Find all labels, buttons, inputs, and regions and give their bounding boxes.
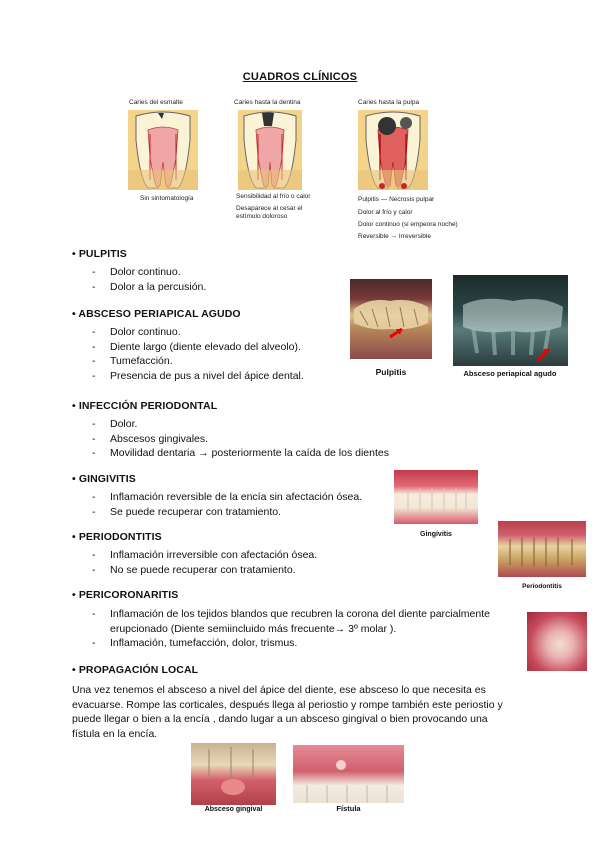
- photo-caption-periodontitis: Periodontitis: [522, 583, 562, 590]
- photo-caption-gingivitis: Gingivitis: [420, 531, 452, 538]
- list-item: - Diente largo (diente elevado del alveolo).: [92, 340, 304, 355]
- diagram-label-esmalte: Caries del esmalte: [129, 99, 183, 106]
- list-item: - Dolor continuo.: [92, 265, 206, 280]
- section-heading-infeccion-periodontal: • INFECCIÓN PERIODONTAL: [72, 400, 218, 412]
- diagram-label-pulpa: Caries hasta la pulpa: [358, 99, 420, 106]
- list-item: - Movilidad dentaria → posteriormente la caída de los dientes: [92, 446, 389, 461]
- list-item: - Presencia de pus a nivel del ápice dental.: [92, 369, 304, 384]
- list-item: - Dolor continuo.: [92, 325, 304, 340]
- list-absceso-periapical: [92, 325, 304, 383]
- paragraph-line: evacuarse. Rompe las corticales, después llega al periostio y rompe también este periostio y: [72, 698, 503, 711]
- paragraph-line: puede llegar o bien a la encía , dando lugar a un absceso gingival o bien provocando una: [72, 713, 488, 725]
- photo-periodontitis: [498, 521, 586, 577]
- photo-fistula: [293, 745, 404, 803]
- photo-caption-absceso-periapical: Absceso periapical agudo: [463, 369, 557, 378]
- photo-gingivitis: [394, 470, 478, 524]
- list-item: - Inflamación de los tejidos blandos que recubren la corona del diente parcialmente: [92, 607, 490, 622]
- section-heading-pericoronaritis: • PERICORONARITIS: [72, 589, 179, 601]
- photo-caption-pulpitis: Pulpitis: [375, 367, 407, 377]
- diagram-note: Reversible → Irreversible: [358, 233, 431, 240]
- paragraph-line: Una vez tenemos el absceso a nivel del ápice del diente, ese absceso lo que necesita es: [72, 684, 486, 696]
- diagram-note: Desaparece al cesar el: [236, 205, 303, 212]
- paragraph-line: fístula en la encía.: [72, 727, 158, 740]
- list-pericoronaritis: [92, 607, 490, 651]
- photo-caption-absceso-gingival: Absceso gingival: [204, 806, 263, 813]
- list-gingivitis: [92, 490, 362, 519]
- list-item: - Dolor a la percusión.: [92, 280, 206, 295]
- diagram-note: estímulo doloroso: [236, 213, 288, 220]
- section-heading-periodontitis: • PERIODONTITIS: [72, 531, 162, 543]
- tooth-diagram-dentina: [238, 110, 302, 190]
- section-heading-propagacion-local: • PROPAGACIÓN LOCAL: [72, 664, 199, 676]
- tooth-diagram-pulpa: [358, 110, 428, 190]
- photo-pericoronaritis: [527, 612, 587, 671]
- list-item: - No se puede recuperar con tratamiento.: [92, 563, 317, 578]
- page-title: CUADROS CLÍNICOS: [242, 71, 358, 83]
- list-item: - Inflamación, tumefacción, dolor, trismus.: [92, 636, 490, 651]
- list-item: - Abscesos gingivales.: [92, 432, 389, 447]
- list-item: - Tumefacción.: [92, 354, 304, 369]
- diagram-label-dentina: Caries hasta la dentina: [234, 99, 301, 106]
- diagram-note: Sin sintomatología: [140, 195, 194, 202]
- section-heading-pulpitis: • PULPITIS: [72, 248, 127, 260]
- list-infeccion-periodontal: [92, 417, 389, 461]
- list-item-continuation: erupcionado (Diente semiincluido más frecuente→ 3º molar ).: [110, 622, 397, 635]
- tooth-diagram-esmalte: [128, 110, 198, 190]
- photo-absceso-periapical-xray: [453, 275, 568, 366]
- photo-caption-fistula: Fístula: [336, 804, 361, 813]
- list-item: - Dolor.: [92, 417, 389, 432]
- paragraph-propagacion-local: [72, 683, 532, 741]
- list-item: - Inflamación reversible de la encía sin afectación ósea.: [92, 490, 362, 505]
- diagram-note: Dolor continuo (si empeora noche): [358, 221, 458, 228]
- list-pulpitis: [92, 265, 206, 294]
- list-item: - Inflamación irreversible con afectación ósea.: [92, 548, 317, 563]
- section-heading-absceso-periapical: • ABSCESO PERIAPICAL AGUDO: [72, 308, 241, 320]
- list-item: - Se puede recuperar con tratamiento.: [92, 505, 362, 520]
- diagram-note: Sensibilidad al frío o calor: [236, 193, 311, 200]
- photo-absceso-gingival: [191, 743, 276, 805]
- list-periodontitis: [92, 548, 317, 577]
- diagram-note: Dolor al frío y calor: [358, 209, 413, 216]
- photo-pulpitis: [350, 279, 432, 359]
- section-heading-gingivitis: • GINGIVITIS: [72, 473, 136, 485]
- diagram-note: Pulpitis — Necrosis pulpar: [358, 196, 435, 203]
